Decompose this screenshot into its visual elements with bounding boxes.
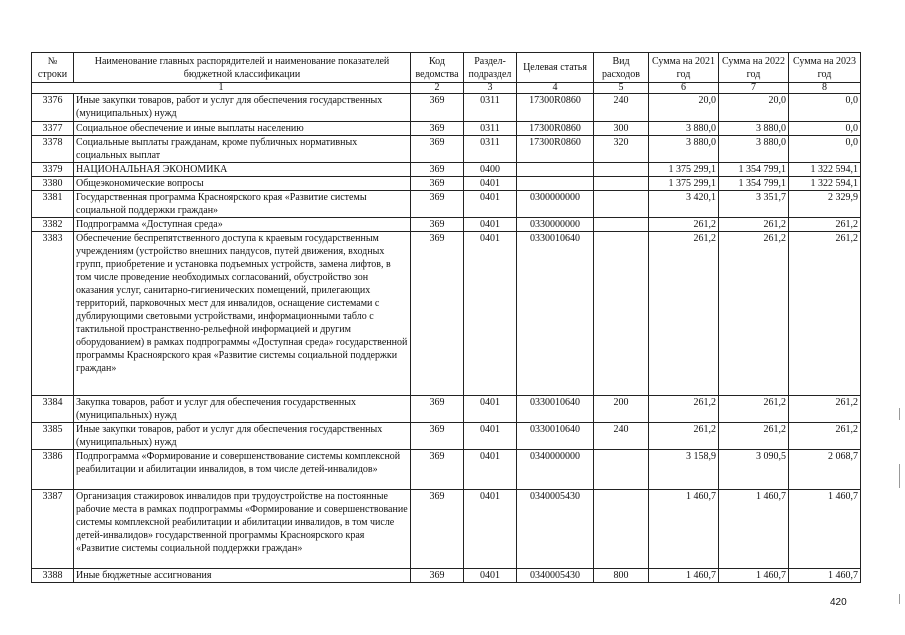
row-number: 3385: [32, 423, 74, 450]
row-expense-type: [594, 450, 649, 490]
column-number: 8: [789, 83, 861, 94]
row-expense-type: [594, 232, 649, 396]
column-number: 1: [32, 83, 411, 94]
row-expense-type: 320: [594, 136, 649, 163]
table-row: [32, 177, 861, 191]
row-amount-2021: 1 375 299,1: [649, 177, 719, 191]
row-section: 0311: [464, 94, 517, 122]
row-section: 0401: [464, 177, 517, 191]
table-row: [32, 423, 861, 450]
row-amount-2023: 261,2: [789, 396, 861, 423]
table-row: [32, 490, 861, 569]
row-department-code: 369: [411, 569, 464, 583]
scan-edge-mark: [899, 594, 900, 604]
table-row: [32, 396, 861, 423]
row-amount-2021: 261,2: [649, 218, 719, 232]
column-number: 4: [517, 83, 594, 94]
column-number: 2: [411, 83, 464, 94]
table-row: [32, 232, 861, 396]
row-amount-2021: 1 460,7: [649, 490, 719, 569]
row-expense-type: [594, 191, 649, 218]
row-target-article: 0330010640: [517, 423, 594, 450]
row-amount-2022: 20,0: [719, 94, 789, 122]
row-number: 3384: [32, 396, 74, 423]
row-department-code: 369: [411, 450, 464, 490]
header-amount-2023: Сумма на 2023 год: [789, 53, 861, 83]
row-department-code: 369: [411, 490, 464, 569]
row-expense-type: [594, 177, 649, 191]
budget-table: [31, 52, 861, 583]
header-row-number: № строки: [32, 53, 74, 83]
row-amount-2022: 1 354 799,1: [719, 163, 789, 177]
row-amount-2021: 3 420,1: [649, 191, 719, 218]
row-name: Организация стажировок инвалидов при трудоустройстве на постоянные рабочие места в рамках подпрограммы «Формирование и совершенствование системы комплексной реабилитации и абилитации инвалидов, в том числе детей-инвалидов» государственной программы Красноярского края «Развитие системы социальной поддержки граждан»: [74, 490, 411, 569]
row-amount-2021: 3 880,0: [649, 122, 719, 136]
row-target-article: [517, 177, 594, 191]
row-section: 0311: [464, 136, 517, 163]
row-target-article: 17300R0860: [517, 122, 594, 136]
row-name: Подпрограмма «Доступная среда»: [74, 218, 411, 232]
row-amount-2022: 261,2: [719, 218, 789, 232]
header-target-article: Целевая статья: [517, 53, 594, 83]
row-expense-type: 240: [594, 423, 649, 450]
table-row: [32, 450, 861, 490]
table-row: [32, 191, 861, 218]
row-name: Общеэкономические вопросы: [74, 177, 411, 191]
header-name: Наименование главных распорядителей и наименование показателей бюджетной классификации: [74, 53, 411, 83]
row-name: Обеспечение беспрепятственного доступа к краевым государственным учреждениям (устройство внешних пандусов, путей движения, входных групп, приобретение и установка подъемных устройств, замена лифтов, в том числе проведение необходимых согласований, обустройство зон оказания услуг, санитарно-гигиенических помещений, прилегающих территорий, парковочных мест для инвалидов, оснащение системами с дублирующими световыми устройствами, информационными табло с тактильной пространственно-рельефной информацией и другим оборудованием) в рамках подпрограммы «Доступная среда» государственной программы Красноярского края «Развитие системы социальной поддержки граждан»: [74, 232, 411, 396]
row-number: 3380: [32, 177, 74, 191]
row-name: Иные бюджетные ассигнования: [74, 569, 411, 583]
row-department-code: 369: [411, 94, 464, 122]
row-target-article: 17300R0860: [517, 94, 594, 122]
row-target-article: 0330010640: [517, 396, 594, 423]
row-name: Государственная программа Красноярского края «Развитие системы социальной поддержки граждан»: [74, 191, 411, 218]
header-amount-2022: Сумма на 2022 год: [719, 53, 789, 83]
row-amount-2023: 2 329,9: [789, 191, 861, 218]
row-amount-2021: 261,2: [649, 423, 719, 450]
row-section: 0401: [464, 396, 517, 423]
row-number: 3388: [32, 569, 74, 583]
row-amount-2022: 261,2: [719, 423, 789, 450]
row-amount-2023: 261,2: [789, 423, 861, 450]
row-name: Закупка товаров, работ и услуг для обеспечения государственных (муниципальных) нужд: [74, 396, 411, 423]
row-number: 3378: [32, 136, 74, 163]
table-body: [32, 94, 861, 583]
row-department-code: 369: [411, 163, 464, 177]
row-amount-2023: 1 460,7: [789, 569, 861, 583]
page-number: 420: [830, 597, 847, 608]
table-header-row: [32, 53, 861, 83]
row-target-article: 0340005430: [517, 569, 594, 583]
row-department-code: 369: [411, 177, 464, 191]
row-amount-2022: 3 880,0: [719, 122, 789, 136]
row-number: 3383: [32, 232, 74, 396]
row-section: 0401: [464, 569, 517, 583]
row-amount-2021: 3 158,9: [649, 450, 719, 490]
row-amount-2021: 1 460,7: [649, 569, 719, 583]
column-number: 7: [719, 83, 789, 94]
row-section: 0401: [464, 450, 517, 490]
row-amount-2023: 1 322 594,1: [789, 163, 861, 177]
row-amount-2021: 1 375 299,1: [649, 163, 719, 177]
row-expense-type: [594, 163, 649, 177]
row-amount-2022: 3 090,5: [719, 450, 789, 490]
row-amount-2022: 3 880,0: [719, 136, 789, 163]
row-section: 0311: [464, 122, 517, 136]
row-amount-2022: 3 351,7: [719, 191, 789, 218]
column-number: 6: [649, 83, 719, 94]
row-expense-type: [594, 218, 649, 232]
scan-edge-mark: [899, 408, 900, 420]
header-section: Раздел-подраздел: [464, 53, 517, 83]
header-amount-2021: Сумма на 2021 год: [649, 53, 719, 83]
row-amount-2022: 261,2: [719, 396, 789, 423]
row-name: Социальные выплаты гражданам, кроме публичных нормативных социальных выплат: [74, 136, 411, 163]
row-number: 3386: [32, 450, 74, 490]
column-number-row: [32, 83, 861, 94]
row-amount-2023: 0,0: [789, 94, 861, 122]
row-amount-2023: 261,2: [789, 218, 861, 232]
row-target-article: 0340000000: [517, 450, 594, 490]
table-row: [32, 569, 861, 583]
row-department-code: 369: [411, 191, 464, 218]
row-number: 3381: [32, 191, 74, 218]
row-number: 3387: [32, 490, 74, 569]
row-amount-2022: 1 460,7: [719, 569, 789, 583]
row-name: Иные закупки товаров, работ и услуг для обеспечения государственных (муниципальных) нужд: [74, 423, 411, 450]
row-expense-type: [594, 490, 649, 569]
row-amount-2021: 20,0: [649, 94, 719, 122]
table-row: [32, 136, 861, 163]
row-department-code: 369: [411, 122, 464, 136]
row-section: 0401: [464, 191, 517, 218]
row-section: 0400: [464, 163, 517, 177]
row-name: Социальное обеспечение и иные выплаты населению: [74, 122, 411, 136]
row-amount-2023: 261,2: [789, 232, 861, 396]
row-amount-2023: 1 460,7: [789, 490, 861, 569]
row-expense-type: 200: [594, 396, 649, 423]
row-number: 3379: [32, 163, 74, 177]
row-amount-2022: 1 460,7: [719, 490, 789, 569]
row-target-article: 17300R0860: [517, 136, 594, 163]
header-department-code: Код ведомства: [411, 53, 464, 83]
row-amount-2021: 3 880,0: [649, 136, 719, 163]
row-amount-2022: 1 354 799,1: [719, 177, 789, 191]
table-row: [32, 163, 861, 177]
row-amount-2021: 261,2: [649, 232, 719, 396]
row-target-article: [517, 163, 594, 177]
row-department-code: 369: [411, 232, 464, 396]
row-target-article: 0340005430: [517, 490, 594, 569]
row-number: 3376: [32, 94, 74, 122]
table-row: [32, 122, 861, 136]
row-expense-type: 800: [594, 569, 649, 583]
row-department-code: 369: [411, 218, 464, 232]
column-number: 3: [464, 83, 517, 94]
row-expense-type: 240: [594, 94, 649, 122]
row-name: НАЦИОНАЛЬНАЯ ЭКОНОМИКА: [74, 163, 411, 177]
row-name: Иные закупки товаров, работ и услуг для обеспечения государственных (муниципальных) нужд: [74, 94, 411, 122]
row-section: 0401: [464, 423, 517, 450]
row-amount-2022: 261,2: [719, 232, 789, 396]
table-row: [32, 94, 861, 122]
row-department-code: 369: [411, 423, 464, 450]
row-amount-2021: 261,2: [649, 396, 719, 423]
row-section: 0401: [464, 490, 517, 569]
row-target-article: 0330000000: [517, 218, 594, 232]
scan-edge-mark: [899, 464, 900, 488]
row-section: 0401: [464, 218, 517, 232]
row-name: Подпрограмма «Формирование и совершенствование системы комплексной реабилитации и абилитации инвалидов, в том числе детей-инвалидов»: [74, 450, 411, 490]
row-amount-2023: 1 322 594,1: [789, 177, 861, 191]
row-number: 3377: [32, 122, 74, 136]
row-target-article: 0300000000: [517, 191, 594, 218]
row-section: 0401: [464, 232, 517, 396]
row-amount-2023: 0,0: [789, 136, 861, 163]
row-department-code: 369: [411, 396, 464, 423]
row-expense-type: 300: [594, 122, 649, 136]
row-number: 3382: [32, 218, 74, 232]
row-amount-2023: 0,0: [789, 122, 861, 136]
header-expense-type: Вид расходов: [594, 53, 649, 83]
table-row: [32, 218, 861, 232]
column-number: 5: [594, 83, 649, 94]
row-department-code: 369: [411, 136, 464, 163]
row-amount-2023: 2 068,7: [789, 450, 861, 490]
row-target-article: 0330010640: [517, 232, 594, 396]
